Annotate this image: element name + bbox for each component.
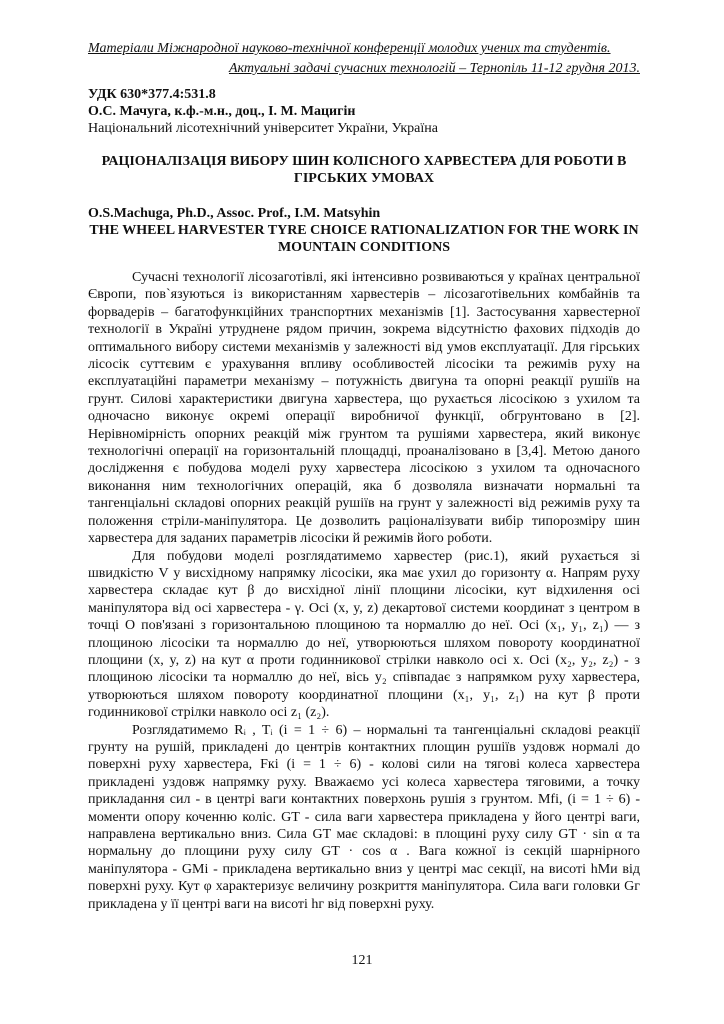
- article-meta: [88, 86, 640, 137]
- authors-uk: О.С. Мачуга, к.ф.-м.н., доц., І. М. Мацигін: [88, 104, 356, 119]
- body-paragraph-1: Сучасні технології лісозаготівлі, які інтенсивно розвиваються у країнах центральної Європи, пов`язуються із використанням харвестерів – лісозаготівельних комбайнів та форвадерів – багатофункційних транспортних механізмів [1]. Застосування харвестерної технології в Україні утруднене рядом причин, зокрема відсутністю фахових підходів до оптимального вибору системи механізмів у залежності від умов експлуатації. Для гірських лісосік суттєвим є урахування впливу особливостей лісосіки та режимів руху на експлуатаційні параметри механізму – потужність двигуна та опорні реакції рушіїв на грунт. Силові характеристики двигуна харвестера, що рухається лісосікою з ухилом та одночасно виконує окремі операції виробничої функції, обгрунтовано в [2]. Нерівномірність опорних реакцій між грунтом та рушіями харвестера, який виконує технологічні операції на горизонтальній площадці, проаналізовано в [3,4]. Метою даного дослідження є побудова моделі руху харвестера лісосікою з ухилом та одночасного виконання ним технологічних операцій, яка б дозволяла визначати нормальні та тангенціальні складові опорних реакцій рушіїв на грунт у залежності від режимів руху та положення стріли-маніпулятора. Це дозволить раціоналізувати вибір типорозміру шин харвестера для заданих параметрів лісосіки й режимів його роботи.: [88, 270, 640, 547]
- body-paragraph-2: Для побудови моделі розглядатимемо харвестер (рис.1), який рухається зі швидкістю V у висхідному напрямку лісосіки, яка має ухил до горизонту α. Напрям руху харвестера складає кут β до висхідної лінії площини лісосіки, кут відхилення осі маніпулятора від осі харвестера - γ. Осі (x, y, z) декартової системи координат з центром в точці О пов'язані з горизонтальною площиною та нормаллю до неї. Осі (x₁, y₁, z₁) — з площиною лісосіки та нормаллю до неї, утворюються шляхом повороту координатної площини (x, y, z) на кут α проти годинникової стрілки навколо осі x. Осі (x₂, y₂, z₂) - з площиною лісосіки та нормаллю до неї, вісь y₂ співпадає з напрямком руху харвестера, утворюються шляхом повороту координатної площини (x₁, y₁, z₁) на кут β проти годинникової стрілки навколо осі z₁ (z₂).: [88, 548, 640, 721]
- conference-header-line2: Актуальні задачі сучасних технологій – Тернопіль 11-12 грудня 2013.: [228, 61, 640, 76]
- udk-code: УДК 630*377.4:531.8: [88, 87, 216, 102]
- authors-english: O.S.Machuga, Ph.D., Assoc. Prof., I.M. Matsyhin: [88, 206, 381, 221]
- body-paragraph-3: Розглядатимемо Rᵢ , Tᵢ (i = 1 ÷ 6) – нормальні та тангенціальні складові реакції грунту на рушій, прикладені до центрів контактних площин рушіїв уздовж нормалі до поверхні руху харвестера, Fкi (i = 1 ÷ 6) - колові сили на тягові колеса харвестера прикладені уздовж напрямку руху. Вважаємо усі колеса харвестера тяговими, а точку прикладання сил - в центрі ваги контактних поверхонь рушія з грунтом. Mfi, (i = 1 ÷ 6) - моменти опору коченню коліс. GT - сила ваги харвестера прикладена у його центрі ваги, направлена вертикально вниз. Сила GT має складові: в площині руху силу GT · sin α та нормальну до площини руху силу GT · cos α . Вага кожної із секцій шарнірного маніпулятора - GMi - прикладена вертикально вниз у центрі мас секції, на висоті hMи від поверхні руху. Кут φ характеризує величину розкриття маніпулятора. Сила ваги головки Gг прикладена у її центрі ваги на висоті hг від поверхні руху.: [88, 722, 640, 912]
- article-body: [88, 269, 640, 913]
- title-ukrainian: РАЦІОНАЛІЗАЦІЯ ВИБОРУ ШИН КОЛІСНОГО ХАРВЕСТЕРА ДЛЯ РОБОТИ В ГІРСЬКИХ УМОВАХ: [101, 154, 627, 186]
- page-number: 121: [351, 953, 373, 968]
- affiliation: Національний лісотехнічний університет України, Україна: [88, 121, 438, 136]
- title-english: THE WHEEL HARVESTER TYRE CHOICE RATIONALIZATION FOR THE WORK IN MOUNTAIN CONDITIONS: [89, 223, 639, 255]
- conference-header-line1: Матеріали Міжнародної науково-технічної конференції молодих учених та студентів.: [88, 41, 611, 56]
